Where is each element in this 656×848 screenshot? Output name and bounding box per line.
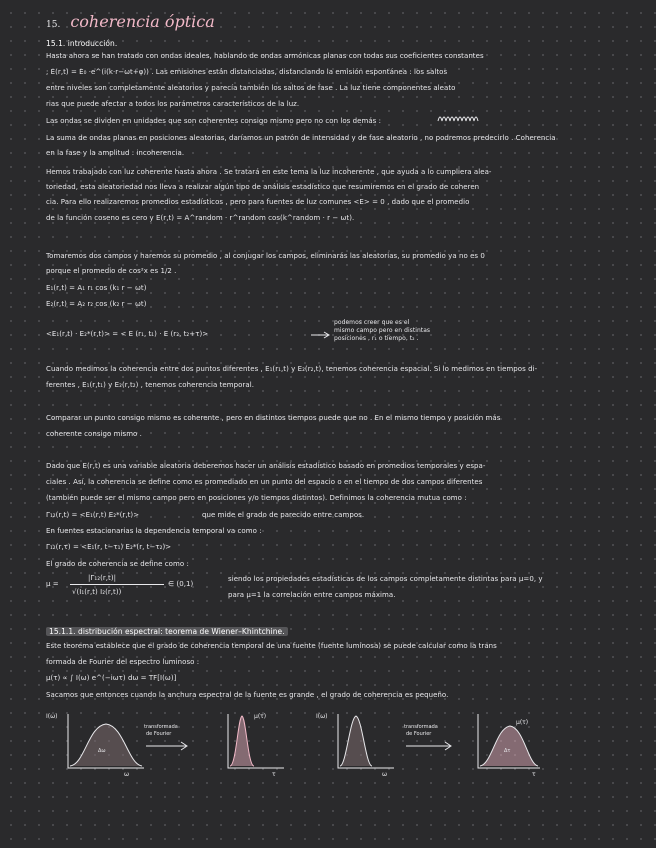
fraction-bar [70,584,164,585]
section-heading-text: 15.1.1. distribución espectral: teorema de Wiener–Khintchine. [46,627,288,636]
text-line: de la función coseno es cero y E(r,t) = A^random · r^random cos(k^random · r − ωt). [46,214,355,222]
xlabel: ω [124,771,130,778]
text-line: ; E(r,t) = E₀ ·e^(i(k·r−ωt+φ)) . Las emisiones están distanciadas, distanciando la emisión espontánea : los saltos [46,68,448,76]
equation-e1: E₁(r,t) = A₁ r₁ cos (k₁ r − ωt) [46,284,147,292]
text-line: Hasta ahora se han tratado con ondas ideales, hablando de ondas armónicas planas con todas sus coeficientes constantes [46,52,484,60]
text-line: cia. Para ello realizaremos promedios estadísticos , pero para fuentes de luz comunes <E> = 0 , dado que el promedio [46,198,470,206]
fourier-figure [40,706,620,780]
note-line: posiciones , r₁ o tiempo, t₂ . [334,335,419,342]
text-line: Hemos trabajado con luz coherente hasta ahora . Se tratará en este tema la luz incoherente , que ayuda a lo cumpliera alea- [46,168,492,176]
xlabel: ω [382,771,388,778]
text-line: Las ondas se dividen en unidades que son coherentes consigo mismo pero no con los demás : [46,117,382,125]
text-line: en la fase y la amplitud : incoherencia. [46,149,185,157]
text-line: entre niveles son completamente aleatorios y parecía también los saltos de fase . La luz tiene componentes aleato [46,84,456,92]
arrow-icon [406,742,451,750]
section-heading-intro: 15.1. introducción. [46,39,118,48]
text-line: porque el promedio de cos²x es 1/2 . [46,267,177,275]
title-number: 15. [46,20,61,30]
arrow-label: transformada [404,724,438,730]
coherence-curve [230,716,254,766]
xlabel: τ [532,771,536,778]
text-line: ferentes , E₁(r,t₁) y E₂(r,t₂) , tenemos coherencia temporal. [46,381,254,389]
text-line: Sacamos que entonces cuando la anchura espectral de la fuente es grande , el grado de coherencia es pequeño. [46,691,449,699]
mu-numerator: |Γ₁₂(r,t)| [88,574,117,582]
spectrum-panel-broad [46,713,144,778]
note-line: para μ=1 la correlación entre campos máxima. [228,591,396,599]
equation-e2: E₂(r,t) = A₂ r₂ cos (k₂ r − ωt) [46,300,147,308]
ylabel: I(ω) [316,713,328,720]
text-line: Dado que E(r,t) es una variable aleatoria deberemos hacer un análisis estadístico basado en promedios temporales y espa- [46,462,486,470]
spectrum-curve [340,716,372,766]
equation-wiener-khintchine: μ(τ) ∝ ∫ I(ω) e^(−iωτ) dω = TF[I(ω)] [46,674,177,682]
right-arrow-icon [310,330,332,340]
transform-arrow-1 [144,724,187,750]
text-line: ciales . Así, la coherencia se define como es promediado en un punto del espacio o en el tiempo de dos campos diferentes [46,478,483,486]
arrow-label: transformada [144,724,178,730]
text-line: El grado de coherencia se define como : [46,560,189,568]
text-line: Comparar un punto consigo mismo es coherente , pero en distintos tiempos puede que no . En el mismo tiempo y posición más [46,414,501,422]
coherence-panel-broad [478,714,540,778]
text-line: formada de Fourier del espectro luminoso : [46,658,200,666]
page-title [46,12,215,31]
band-label: Δω [98,748,106,754]
spectrum-panel-narrow [316,713,394,778]
wave-train-icon [436,113,482,125]
note-line: siendo los propiedades estadísticas de los campos completamente distintas para μ=0, y [228,575,543,583]
ylabel: μ(τ) [516,719,529,726]
mu-lhs: μ = [46,580,59,588]
text-line: Cuando medimos la coherencia entre dos puntos diferentes , E₁(r₁,t) y E₂(r₂,t), tenemos coherencia espacial. Si lo medimos en tiempos di- [46,365,538,373]
text-line: rias que puede afectar a todos los parámetros característicos de la luz. [46,100,300,108]
mu-range: ∈ (0,1) [168,580,194,588]
band-label: Δτ [504,748,511,754]
equation-correlation: <E₁(r,t) · E₂*(r,t)> = < E (r₁, t₁) · E (r₂, t₂+τ)> [46,330,209,338]
xlabel: τ [272,771,276,778]
mu-denominator: √(I₁(r,t) I₂(r,t)) [72,588,122,596]
ylabel: μ(τ) [254,713,267,720]
equation-stationary: Γ₁₂(r,τ) = <E₁(r, t−τ₁) E₂*(r, t−τ₂)> [46,543,172,551]
arrow-label: de Fourier [406,731,432,737]
arrow-icon [146,742,187,750]
ylabel: I(ω) [46,713,58,720]
spectrum-curve [70,724,142,766]
text-line: La suma de ondas planas en posiciones aleatorias, daríamos un patrón de intensidad y de fase aleatorio , no podremos predecirlo . Coherencia [46,134,556,142]
coherence-curve [480,726,538,766]
text-line: Tomaremos dos campos y haremos su promedio , al conjugar los campos, eliminarás las aleatorias, su promedio ya no es 0 [46,252,485,260]
equation-mutual-coherence: Γ₁₂(r,t) = <E₁(r,t) E₂*(r,t)> [46,511,140,519]
text-line: (también puede ser el mismo campo pero en posiciones y/o tiempos distintos). Definimos la coherencia mutua como : [46,494,467,502]
note-line: mismo campo pero en distintas [334,327,431,334]
transform-arrow-2 [404,724,451,750]
note-line: podemos creer que es el [334,319,410,326]
text-line: toriedad, esta aleatoriedad nos lleva a realizar algún tipo de análisis estadístico que resumiremos en el grado de coheren [46,183,480,191]
coherence-panel-narrow [228,713,284,778]
text-line: En fuentes estacionarias la dependencia temporal va como : [46,527,262,535]
section-heading-wiener [46,627,288,636]
text-line: Este teorema establece que el grado de coherencia temporal de una fuente (fuente luminosa) se puede calcular como la trans [46,642,497,650]
equation-note: que mide el grado de parecido entre campos. [202,511,365,519]
text-line: coherente consigo mismo . [46,430,142,438]
title-text: coherencia óptica [70,12,215,31]
arrow-label: de Fourier [146,731,172,737]
